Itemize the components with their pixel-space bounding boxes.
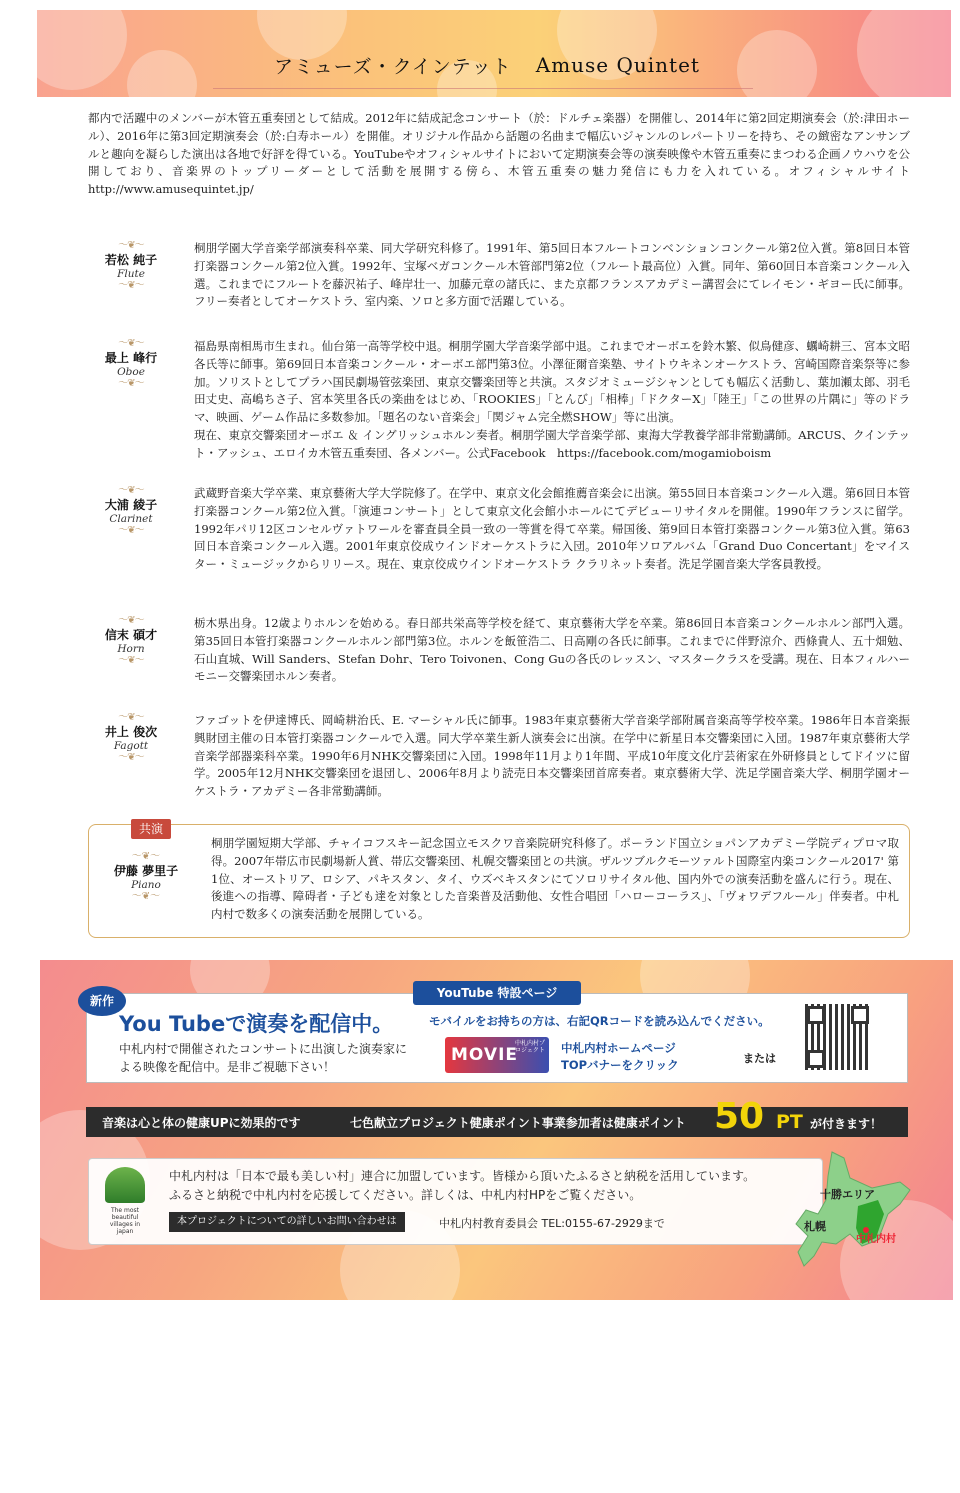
header-banner (37, 10, 951, 97)
member-instrument: Clarinet (109, 513, 153, 525)
movie-label: MOVIE (451, 1045, 519, 1065)
member-instrument: Fagott (113, 740, 149, 752)
contact-info: 中札内村教育委員会 TEL:0155-67-2929まで (439, 1217, 665, 1230)
guest-name: 伊藤 夢里子 (113, 864, 179, 878)
title-en: Amuse Quintet (535, 53, 700, 77)
ornament-bottom-icon: 〜❦〜 (118, 752, 144, 763)
ornament-top-icon: 〜❦〜 (131, 851, 161, 862)
member-name-block (90, 712, 172, 764)
member-name-block (90, 338, 172, 390)
ornament-top-icon: 〜❦〜 (118, 240, 144, 251)
village-line2: ふるさと納税で中札内村を応援してください。詳しくは、中札内村HPをご覧ください。 (169, 1188, 642, 1202)
bottom-panel (40, 960, 953, 1300)
map-label-sapporo: 札幌 (804, 1220, 826, 1233)
health-middle-text: 七色献立プロジェクト健康ポイント事業参加者は健康ポイント (350, 1116, 686, 1130)
ornament-bottom-icon: 〜❦〜 (118, 378, 144, 389)
member-bio-current: 現在、東京交響楽団オーボエ ＆ イングリッシュホルン奏者。桐朋学園大学音楽学部、東海大学教養学部非常勤講師。ARCUS、クインテット・アッシュ、エロイカ木管五重奏団、各メンバー。公式Facebook https://facebook.com/mogamioboism (194, 427, 910, 460)
or-label: または (743, 1052, 776, 1065)
movie-small-label: 中札内村プロジェクト (515, 1040, 546, 1054)
guest-bio: 桐朋学園短期大学部、チャイコフスキー記念国立モスクワ音楽院研究科修了。ポーランド国立ショパンアカデミー学院ディプロマ取得。2007年帯広市民劇場新人賞、帯広交響楽団、札幌交響楽団との共演。ザルツブルクモーツァルト国際室内楽コンクール2017' 第1位、オーストリア、ロシア、パキスタン、タイ、ウズベキスタンにてソロリサイタル他、国内外での演奏活動を盛んに行う。現在、後進への指導、障碍者・子ども達を対象とした音楽普及活動他、女性合唱団「ハローコーラス」、「ヴォワデフルール」伴奏者。中札内村で数多くの演奏活動を展開している。 (211, 836, 899, 922)
youtube-box (86, 986, 908, 1083)
guest-performer-box (88, 824, 910, 938)
member-name-block (90, 485, 172, 537)
member-name: 信末 碩才 (104, 628, 158, 642)
map-label-nakasatsunai: 中札内村 (856, 1234, 896, 1245)
member-bio (194, 338, 910, 463)
villages-logo (101, 1167, 149, 1237)
ornament-top-icon: 〜❦〜 (118, 712, 144, 723)
health-bar (86, 1096, 908, 1137)
map-label-tokachi: 十勝エリア (820, 1188, 875, 1201)
member-instrument: Oboe (117, 366, 145, 378)
member-instrument: Horn (117, 643, 145, 655)
member-instrument: Flute (117, 268, 145, 280)
contact-label: 本プロジェクトについての詳しいお問い合わせは (169, 1212, 405, 1232)
member-bio: 栃木県出身。12歳よりホルンを始める。春日部共栄高等学校を経て、東京藝術大学を卒業。第86回日本音楽コンクールホルン部門入選。第35回日本管打楽器コンクールホルン部門第3位。ホルンを飯笹浩二、日高剛の各氏に師事。これまでに伴野涼介、西條貴人、五十畑勉、石山直城、Will Sanders、Stefan Dohr、Tero Toivonen、Cong Guの各氏のレッスン、マスタークラスを受講。現在、日本フィルハーモニー交響楽団ホルン奏者。 (194, 616, 910, 684)
youtube-headline: You Tubeで演奏を配信中。 (119, 1012, 394, 1036)
mobile-note: モバイルをお持ちの方は、右記QRコードを読み込んでください。 (429, 1014, 770, 1028)
ornament-bottom-icon: 〜❦〜 (118, 280, 144, 291)
hokkaido-map-icon (792, 1148, 912, 1268)
villages-logo-text: The most beautiful villages in japan (109, 1207, 141, 1235)
qr-code-icon[interactable] (805, 1004, 871, 1070)
homepage-line1: 中札内村ホームページ (561, 1041, 676, 1055)
movie-banner[interactable] (445, 1037, 549, 1073)
health-points: 50 (714, 1096, 765, 1137)
member-bio: 桐朋学園大学音楽学部演奏科卒業、同大学研究科修了。1991年、第5回日本フルートコンベンションコンクール第2位入賞。第8回日本管打楽器コンクール第2位入賞。1992年、宝塚ベガコンクール木管部門第2位（フルート最高位）入賞。同年、第60回日本音楽コンクール入選。これまでにフルートを藤沢祐子、峰岸壮一、加藤元章の諸氏に、また京都フランスアカデミー講習会にてレイモン・ギヨー氏に師事。フリー奏者としてオーケストラ、室内楽、ソロと多方面で活躍している。 (194, 241, 910, 309)
homepage-line2: TOPバナーをクリック (561, 1058, 679, 1072)
guest-tag: 共演 (131, 819, 171, 839)
health-unit: PT (776, 1111, 803, 1133)
member-name: 大浦 綾子 (104, 498, 158, 512)
village-line1: 中札内村は「日本で最も美しい村」連合に加盟しています。皆様から頂いたふるさと納税を活用しています。 (169, 1169, 756, 1183)
homepage-link[interactable] (561, 1040, 679, 1074)
member-bio: ファゴットを伊達博氏、岡崎耕治氏、E. マーシャル氏に師事。1983年東京藝術大学音楽学部附属音楽高等学校卒業。1986年日本音楽振興財団主催の日本管打楽器コンクールで入選。同大学卒業生新人演奏会に出演。在学中に新星日本交響楽団に入団。1987年東京藝術大学音楽学部器楽科卒業。1990年6月NHK交響楽団に入団。1998年11月より1年間、平成10年度文化庁芸術家在外研修員としてドイツに留学。2005年12月NHK交響楽団を退団し、2006年8月より読売日本交響楽団首席奏者。東京藝術大学、洗足学園音楽大学、桐朋学園オーケストラ・アカデミー各非常勤講師。 (194, 713, 910, 799)
member-name: 最上 峰行 (104, 351, 158, 365)
ornament-top-icon: 〜❦〜 (118, 615, 144, 626)
guest-instrument: Piano (131, 879, 161, 891)
member-bio-main: 福島県南相馬市生まれ。仙台第一高等学校中退。桐朋学園大学音楽学部中退。これまでオーボエを鈴木繁、似鳥健彦、蠣崎耕三、宮本文昭各氏等に師事。第69回日本音楽コンクール・オーボエ部門第3位。小澤征爾音楽塾、サイトウキネンオーケストラ、宮崎国際音楽祭等に参加。ソリストとしてプラハ国民劇場管弦楽団、東京交響楽団等と共演。スタジオミュージシャンとしても幅広く活動し、葉加瀬太郎、羽毛田丈史、高嶋ちさ子、宮本笑里各氏の楽曲をはじめ、「ROOKIES」「とんび」「相棒」「ドクターX」「陸王」「この世界の片隅に」等のドラマ、映画、ゲーム作品に多数参加。「題名のない音楽会」「関ジャム完全燃SHOW」等に出演。 (194, 339, 910, 425)
youtube-tab[interactable]: YouTube 特設ページ (413, 981, 581, 1005)
guest-name-block (101, 851, 191, 903)
ornament-bottom-icon: 〜❦〜 (131, 891, 161, 902)
health-suffix: が付きます！ (810, 1117, 883, 1131)
ornament-top-icon: 〜❦〜 (118, 485, 144, 496)
ornament-bottom-icon: 〜❦〜 (118, 655, 144, 666)
member-bio: 武蔵野音楽大学卒業、東京藝術大学大学院修了。在学中、東京文化会館推薦音楽会に出演。第55回日本音楽コンクール入選。第6回日本管打楽器コンクール第2位入賞。「演連コンサート」として東京文化会館小ホールにてデビューリサイタルを開催。1990年フランスに留学。1992年パリ12区コンセルヴァトワールを審査員全員一致の一等賞を得て卒業。帰国後、第9回日本管打楽器コンクール第3位入賞。第63回日本音楽コンクール入選。2001年東京佼成ウインドオーケストラに入団。2010年ソロアルバム「Grand Duo Concertant」をマイスター・ミュージックからリリース。現在、東京佼成ウインドオーケストラ クラリネット奏者。洗足学園音楽大学客員教授。 (194, 486, 910, 572)
intro-paragraph: 都内で活躍中のメンバーが木管五重奏団として結成。2012年に結成記念コンサート（於：ドルチェ楽器）を開催し、2014年に第2回定期演奏会（於:津田ホール）、2016年に第3回定期演奏会（於:白寿ホール）を開催。オリジナル作品から話題の名曲まで幅広いジャンルのレパートリーを持ち、その緻密なアンサンブルと趣向を凝らした演出は各地で好評を得ている。YouTubeやオフィシャルサイトにおいて定期演奏会等の演奏映像や木管五重奏にまつわる企画ノウハウを公開しており、音楽界のトップリーダーとして活動を展開する傍ら、木管五重奏の魅力発信にも力を入れている。オフィシャルサイト http://www.amusequintet.jp/ (88, 111, 922, 197)
health-left-text: 音楽は心と体の健康UPに効果的です (102, 1116, 301, 1130)
ornament-bottom-icon: 〜❦〜 (118, 525, 144, 536)
hokkaido-map (792, 1148, 912, 1268)
member-name: 若松 純子 (104, 253, 158, 267)
title-underline (213, 88, 753, 89)
page-title (187, 50, 787, 80)
village-box (88, 1158, 823, 1245)
new-badge: 新作 (78, 986, 126, 1016)
member-name-block (90, 615, 172, 667)
title-jp: アミューズ・クインテット (274, 55, 512, 78)
member-name: 井上 俊次 (104, 725, 158, 739)
youtube-description: 中札内村で開催されたコンサートに出演した演奏家による映像を配信中。是非ご視聴下さい！ (119, 1042, 408, 1074)
ornament-top-icon: 〜❦〜 (118, 338, 144, 349)
villages-logo-icon (105, 1167, 145, 1203)
member-name-block (90, 240, 172, 292)
